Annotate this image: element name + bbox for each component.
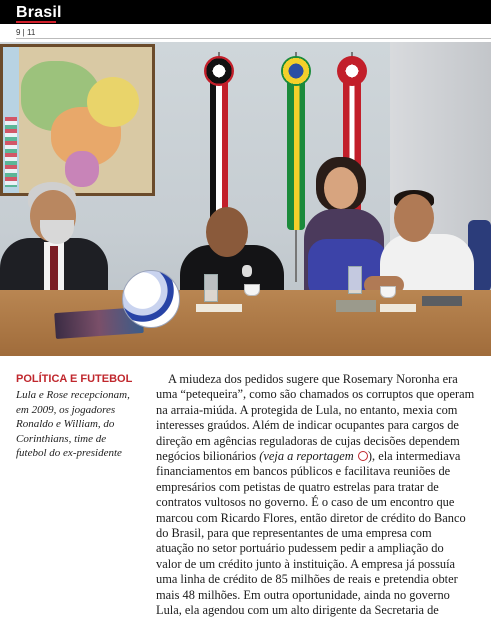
photo-wall-map — [0, 44, 155, 196]
article-line: empresários com petistas de quatro estrelas para tratar de — [156, 479, 439, 494]
photo-cup — [244, 284, 260, 296]
caption-line: em 2009, os jogadores — [16, 403, 116, 416]
article-line: direção em agências reguladoras de cujas decisões dependem — [156, 433, 460, 448]
article-line: A miudeza dos pedidos sugere que Rosemary Noronha era — [168, 372, 458, 386]
article-line: marcou com Ricardo Flores, então diretor de crédito do Banco — [156, 510, 466, 525]
caption-line: Lula e Rose recepcionam, — [16, 389, 130, 401]
article-line: do Brasil, para que representantes de uma empresa com — [156, 526, 432, 541]
section-header-bar — [0, 0, 491, 24]
page-numbers: 9 | 11 — [16, 28, 36, 37]
article-text: ), ela intermediava — [367, 449, 461, 464]
caption-title: POLÍTICA E FUTEBOL — [16, 373, 133, 385]
article-line: contratos vultosos no governo. É o caso de um encontro que — [156, 495, 455, 510]
article-line-with-reference — [156, 449, 476, 464]
caption-line: Corinthians, time de — [16, 432, 107, 445]
article-line: Lula, ela agendou com um alto dirigente da Secretaria de — [156, 603, 439, 618]
photo-paper — [422, 296, 462, 306]
article-body — [156, 372, 476, 619]
article-line: uma “petequeira”, como são chamados os corruptos que operam — [156, 387, 475, 402]
photo-cup — [380, 286, 396, 298]
article-line: valor de um crédito junto à instituição. A empresa já possuía — [156, 556, 456, 571]
photo-paper — [336, 300, 376, 312]
photo-football — [122, 270, 180, 328]
article-line: uma linha de crédito de 85 milhões de reais e pretendia obter — [156, 572, 458, 587]
photo-glass — [348, 266, 362, 294]
caption-line: Ronaldo e William, do — [16, 418, 115, 430]
photo-paper — [380, 304, 416, 312]
caption-text — [16, 388, 141, 461]
reference-icon[interactable] — [358, 451, 368, 461]
article-line: financiamentos em bancos públicos e facilitava reuniões de — [156, 464, 451, 479]
reference-link[interactable]: (veja a reportagem — [259, 449, 354, 464]
article-line: mais 48 milhões. Em outra oportunidade, ainda no governo — [156, 587, 450, 602]
caption-line: futebol do ex-presidente — [16, 447, 122, 459]
header-divider — [16, 38, 491, 39]
article-line: atuação no setor portuário pudessem pedir a ampliação do — [156, 541, 444, 556]
article-line: interesses graúdos. Além de indicar ocupantes para cargos de — [156, 418, 459, 433]
section-underline — [16, 21, 56, 23]
article-line: na arraia-miúda. A protegida de Lula, no entanto, mexia com — [156, 402, 458, 417]
photo — [0, 42, 491, 356]
article-text: negócios bilionários — [156, 449, 260, 464]
photo-glass — [204, 274, 218, 302]
photo-paper — [196, 304, 242, 312]
section-title: Brasil — [16, 4, 62, 21]
